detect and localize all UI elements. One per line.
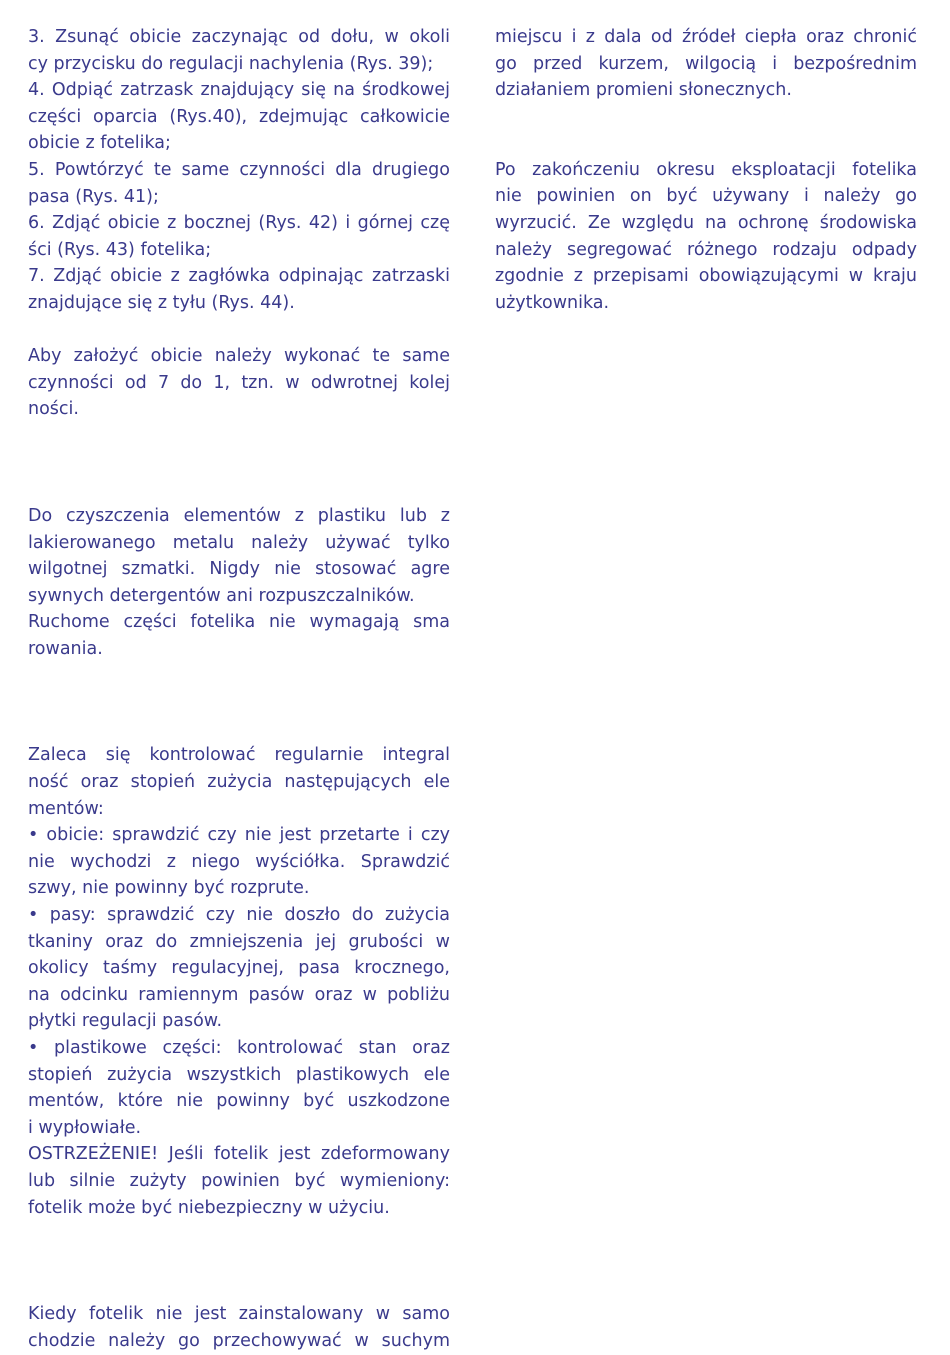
text-line: okolicy taśmy regulacyjnej, pasa krocznego, [28, 958, 450, 979]
text-line: części oparcia (Rys.40), zdejmując całkowicie [28, 106, 450, 127]
text-line: ści (Rys. 43) fotelika; [28, 239, 212, 260]
text-line: lakierowanego metalu należy używać tylko [28, 532, 450, 553]
text-line: czynności od 7 do 1, tzn. w odwrotnej kolej [28, 372, 450, 393]
disposal-paragraph [495, 157, 917, 317]
text-line: chodzie należy go przechowywać w suchym [28, 1330, 450, 1351]
storage-paragraph-end [495, 24, 917, 104]
text-line: cy przycisku do regulacji nachylenia (Rys. 39); [28, 53, 434, 74]
inspection-paragraph [28, 742, 450, 822]
text-line: 5. Powtórzyć te same czynności dla drugiego [28, 159, 450, 180]
text-line: miejscu i z dala od źródeł ciepła oraz chronić [495, 27, 917, 47]
text-line: Po zakończeniu okresu eksploatacji fotelika [495, 159, 917, 180]
text-line: pasa (Rys. 41); [28, 186, 159, 207]
text-line: 3. Zsunąć obicie zaczynając od dołu, w okoli [28, 27, 450, 47]
cleaning-paragraph [28, 503, 450, 663]
text-line: stopień zużycia wszystkich plastikowych ele [28, 1064, 450, 1085]
text-line: szwy, nie powinny być rozprute. [28, 878, 310, 899]
text-line: 6. Zdjąć obicie z bocznej (Rys. 42) i górnej czę [28, 213, 450, 234]
text-line: rowania. [28, 638, 103, 659]
text-line: Ruchome części fotelika nie wymagają sma [28, 612, 450, 633]
step-7 [28, 263, 450, 316]
text-line: nie powinien on być używany i należy go [495, 186, 917, 207]
step-3 [28, 24, 450, 77]
text-line: mentów, które nie powinny być uszkodzone [28, 1091, 450, 1112]
text-line: na odcinku ramiennym pasów oraz w pobliżu [28, 984, 450, 1005]
warning-paragraph [28, 1141, 450, 1221]
step-5 [28, 157, 450, 210]
text-line: znajdujące się z tyłu (Rys. 44). [28, 292, 295, 313]
text-line: i wypłowiałe. [28, 1117, 142, 1138]
left-column [28, 24, 450, 1354]
bullet-belts [28, 902, 450, 1035]
text-line: • pasy: sprawdzić czy nie doszło do zużycia [28, 905, 450, 926]
text-line: działaniem promieni słonecznych. [495, 80, 792, 101]
storage-paragraph-start [28, 1301, 450, 1354]
text-line: nie wychodzi z niego wyściółka. Sprawdzić [28, 851, 450, 872]
step-6 [28, 210, 450, 263]
bullet-plastic [28, 1035, 450, 1141]
text-line: Do czyszczenia elementów z plastiku lub z [28, 505, 450, 526]
reassemble-paragraph [28, 343, 450, 423]
text-line: wyrzucić. Ze względu na ochronę środowiska [495, 212, 917, 233]
text-line: tkaniny oraz do zmniejszenia jej grubości w [28, 931, 450, 952]
step-4 [28, 77, 450, 157]
text-line: mentów: [28, 798, 104, 819]
text-line: • obicie: sprawdzić czy nie jest przetarte i czy [28, 825, 450, 846]
text-line: płytki regulacji pasów. [28, 1011, 223, 1032]
bullet-cover [28, 822, 450, 902]
text-line: obicie z fotelika; [28, 133, 171, 154]
text-line: ność oraz stopień zużycia następujących ele [28, 772, 450, 793]
right-column [495, 24, 917, 316]
text-line: Zaleca się kontrolować regularnie integral [28, 745, 450, 766]
text-line: lub silnie zużyty powinien być wymieniony: [28, 1170, 450, 1191]
text-line: • plastikowe części: kontrolować stan oraz [28, 1038, 450, 1058]
text-line: 7. Zdjąć obicie z zagłówka odpinając zatrzaski [28, 266, 450, 287]
text-line: użytkownika. [495, 292, 610, 313]
text-line: Kiedy fotelik nie jest zainstalowany w samo [28, 1304, 450, 1325]
text-line: należy segregować różnego rodzaju odpady [495, 239, 917, 260]
text-line: wilgotnej szmatki. Nigdy nie stosować agre [28, 559, 450, 580]
text-line: Aby założyć obicie należy wykonać te same [28, 346, 450, 367]
text-line: zgodnie z przepisami obowiązującymi w kraju [495, 266, 917, 287]
text-line: go przed kurzem, wilgocią i bezpośrednim [495, 53, 917, 74]
text-line: fotelik może być niebezpieczny w użyciu. [28, 1197, 390, 1218]
text-line: ności. [28, 399, 79, 420]
text-line: 4. Odpiąć zatrzask znajdujący się na środkowej [28, 80, 450, 101]
text-line: sywnych detergentów ani rozpuszczalników. [28, 585, 415, 606]
text-line: OSTRZEŻENIE! Jeśli fotelik jest zdeformowany [28, 1144, 450, 1165]
